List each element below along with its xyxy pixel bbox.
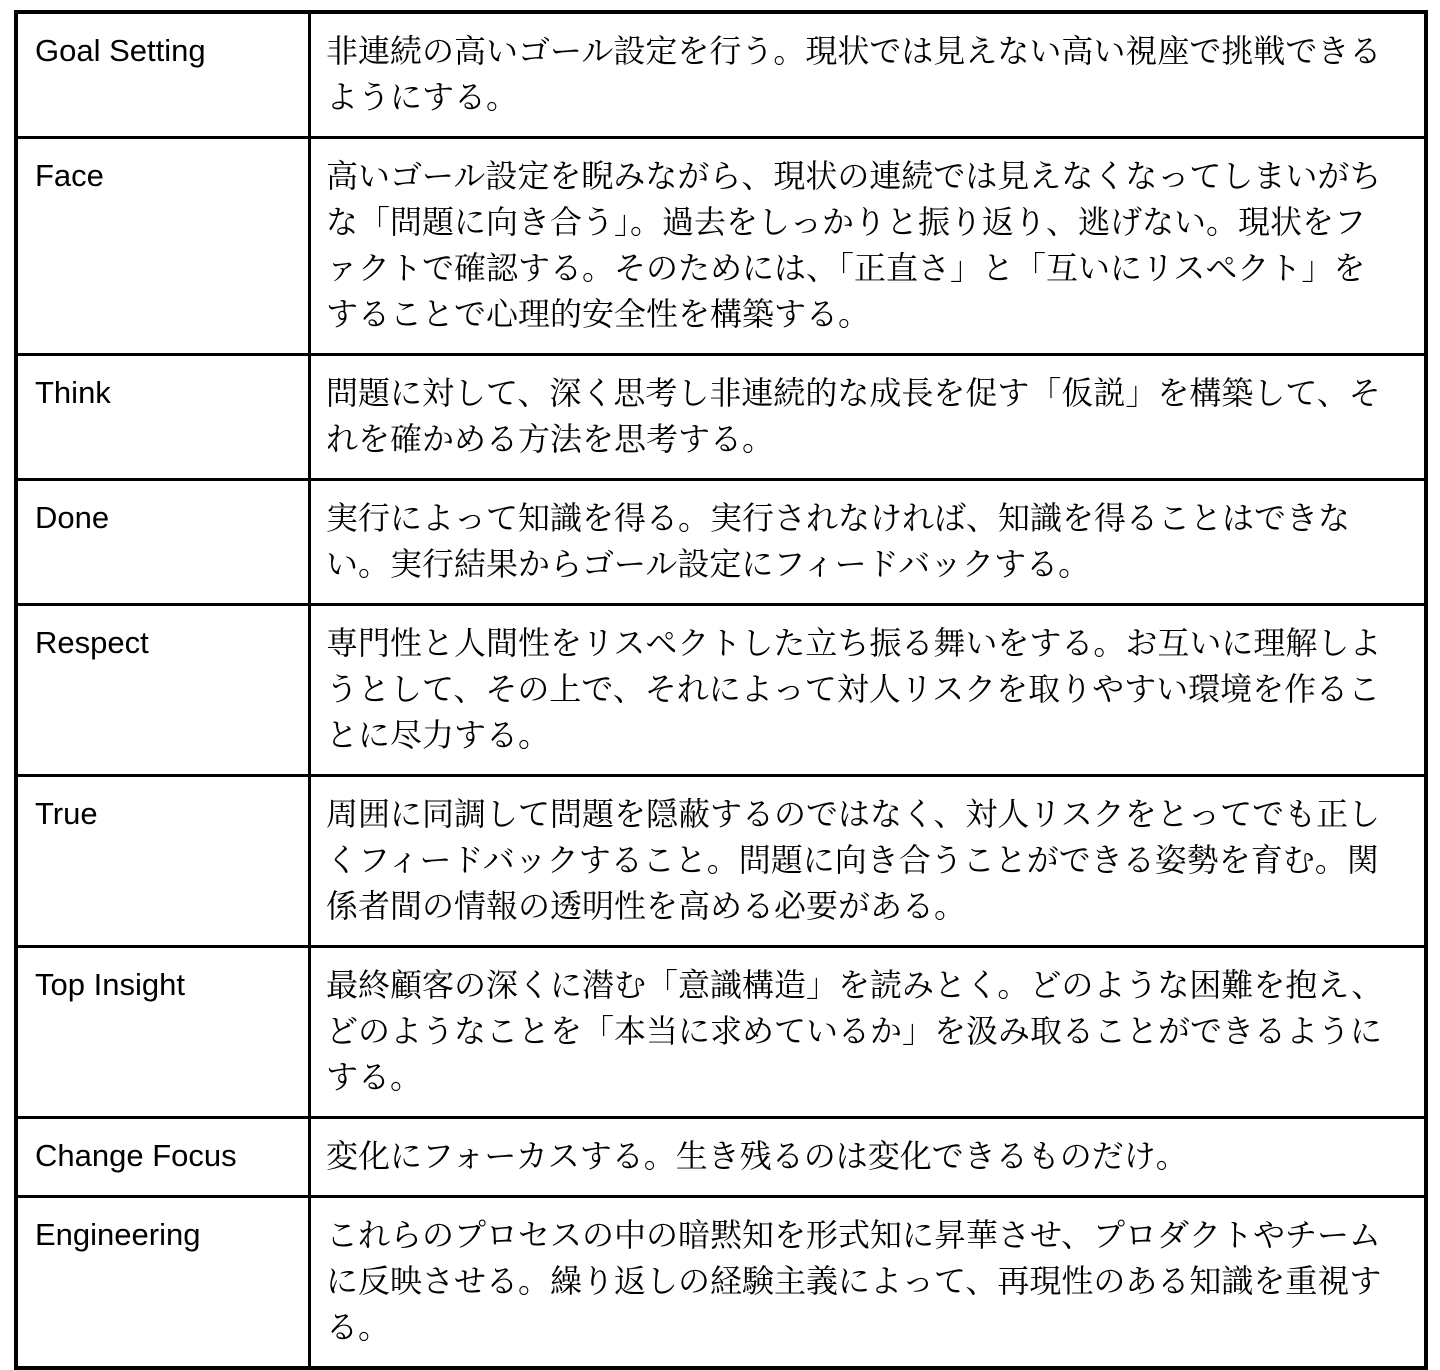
table-row (16, 1197, 1426, 1369)
description-cell: 実行によって知識を得る。実行されなければ、知識を得ることはできない。実行結果からゴール設定にフィードバックする。 (310, 480, 1427, 605)
term-cell: Change Focus (16, 1118, 310, 1197)
table-row (16, 1118, 1426, 1197)
description-cell: 非連続の高いゴール設定を行う。現状では見えない高い視座で挑戦できるようにする。 (310, 12, 1427, 138)
term-cell: Top Insight (16, 947, 310, 1118)
description-cell: 問題に対して、深く思考し非連続的な成長を促す「仮説」を構築して、それを確かめる方法を思考する。 (310, 355, 1427, 480)
description-cell: 専門性と人間性をリスペクトした立ち振る舞いをする。お互いに理解しようとして、その上で、それによって対人リスクを取りやすい環境を作ることに尽力する。 (310, 605, 1427, 776)
term-cell: Respect (16, 605, 310, 776)
table-row (16, 947, 1426, 1118)
description-cell: 高いゴール設定を睨みながら、現状の連続では見えなくなってしまいがちな「問題に向き合う」。過去をしっかりと振り返り、逃げない。現状をファクトで確認する。そのためには、「正直さ」と「互いにリスペクト」をすることで心理的安全性を構築する。 (310, 138, 1427, 355)
table-row (16, 12, 1426, 138)
description-cell: これらのプロセスの中の暗黙知を形式知に昇華させ、プロダクトやチームに反映させる。繰り返しの経験主義によって、再現性のある知識を重視する。 (310, 1197, 1427, 1369)
description-cell: 最終顧客の深くに潜む「意識構造」を読みとく。どのような困難を抱え、どのようなことを「本当に求めているか」を汲み取ることができるようにする。 (310, 947, 1427, 1118)
terms-table (14, 10, 1428, 1370)
table-row (16, 480, 1426, 605)
description-cell: 変化にフォーカスする。生き残るのは変化できるものだけ。 (310, 1118, 1427, 1197)
term-cell: Face (16, 138, 310, 355)
term-cell: True (16, 776, 310, 947)
description-cell: 周囲に同調して問題を隠蔽するのではなく、対人リスクをとってでも正しくフィードバックすること。問題に向き合うことができる姿勢を育む。関係者間の情報の透明性を高める必要がある。 (310, 776, 1427, 947)
table-row (16, 776, 1426, 947)
table-row (16, 138, 1426, 355)
term-cell: Think (16, 355, 310, 480)
table-row (16, 605, 1426, 776)
term-cell: Goal Setting (16, 12, 310, 138)
table-row (16, 355, 1426, 480)
terms-table-body (16, 12, 1426, 1368)
term-cell: Done (16, 480, 310, 605)
term-cell: Engineering (16, 1197, 310, 1369)
